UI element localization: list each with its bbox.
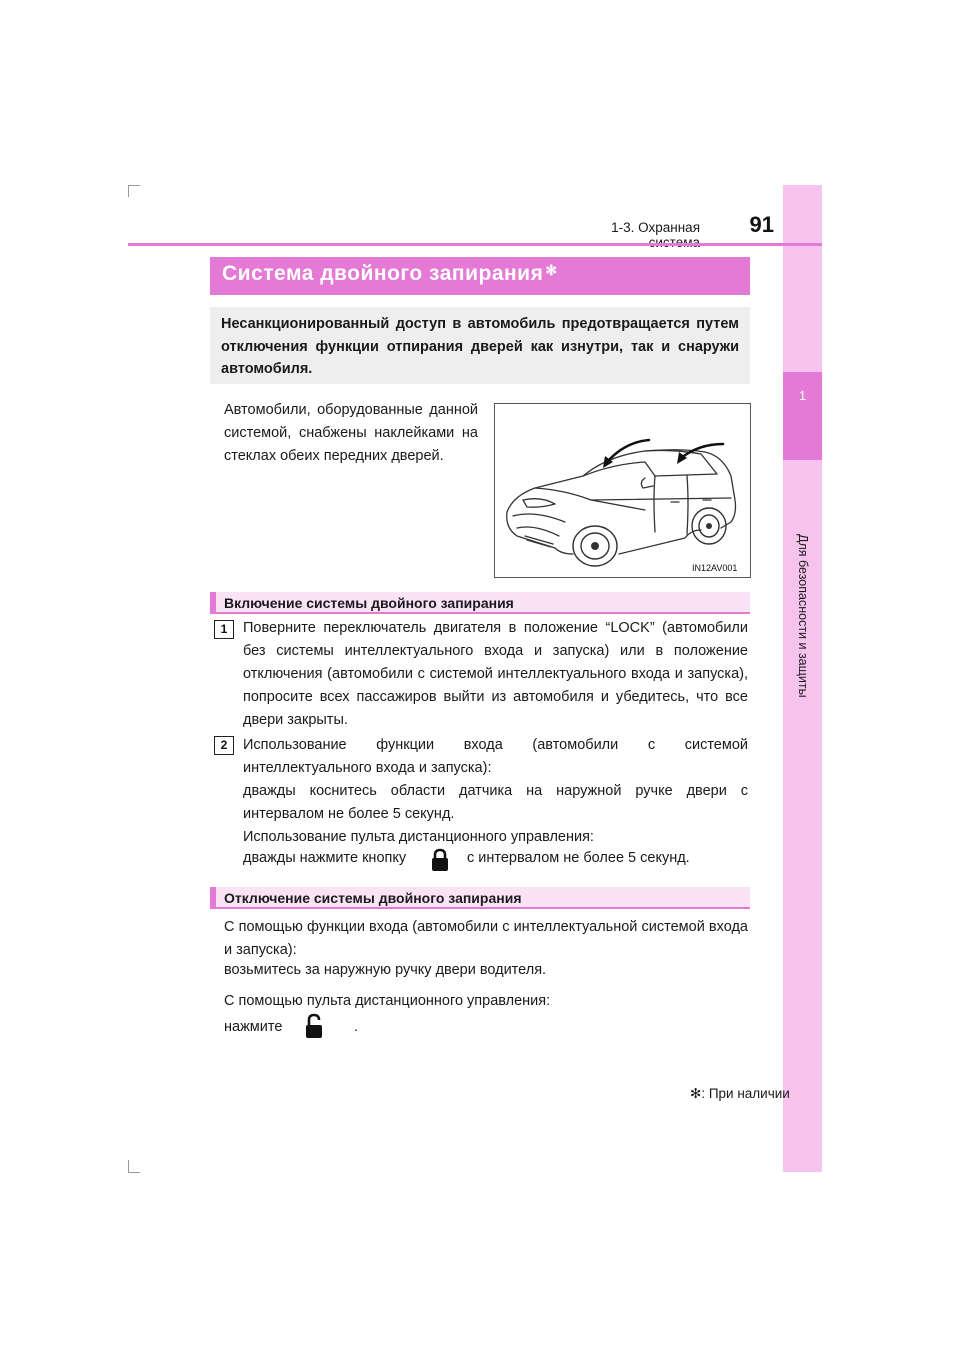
step-2-line4-before: дважды нажмите кнопку [243, 850, 407, 866]
chapter-number: 1 [798, 388, 807, 403]
lock-button-icon [430, 848, 450, 872]
disable-para-1: С помощью функции входа (автомобили с интеллектуальной системой входа и запуска): [224, 919, 748, 958]
disable-para-3: С помощью пульта дистанционного управления: [224, 993, 551, 1009]
step-2-line1: Использование функции входа (автомобили с системой интеллектуального входа и запуска): [243, 737, 748, 776]
step-2-line4-after: с интервалом не более 5 секунд. [467, 850, 690, 866]
car-illustration [494, 403, 751, 578]
disable-press-before: нажмите [224, 1019, 283, 1035]
vehicle-note: Автомобили, оборудованные данной системой, снабжены наклейками на стеклах обеих передних дверей. [224, 402, 478, 464]
page-title-text: Система двойного запирания [222, 262, 544, 285]
running-head: 1-3. Охранная [611, 220, 700, 235]
crop-mark-top-left-v [128, 185, 129, 197]
optional-marker: ✻ [545, 262, 558, 278]
footnote-text: : При наличии [701, 1086, 790, 1101]
header-rule [128, 243, 822, 246]
section-rule-enable [210, 612, 750, 614]
unlock-icon [304, 1013, 324, 1039]
figure-code: IN12AV001 [692, 563, 738, 573]
footnote-marker: ✻ [690, 1086, 702, 1101]
crop-mark-bottom-left-v [128, 1160, 129, 1172]
crop-mark-bottom-left-h [128, 1172, 140, 1173]
page-number: 91 [749, 212, 774, 237]
step-number-1: 1 [214, 620, 234, 639]
car-drawing [495, 404, 750, 577]
footnote [690, 1086, 790, 1102]
crop-mark-top-left-h [128, 185, 140, 186]
step-2-line2: дважды коснитесь области датчика на наружной ручке двери с интервалом не более 5 секунд. [243, 783, 748, 822]
section-title-enable: Включение системы двойного запирания [224, 595, 514, 611]
disable-para-2: возьмитесь за наружную ручку двери водителя. [224, 962, 547, 978]
chapter-tab-marker [783, 372, 822, 460]
section-rule-disable [210, 907, 750, 909]
unlock-button-icon [304, 1013, 324, 1037]
page-title [222, 262, 558, 286]
disable-press-after: . [354, 1019, 359, 1035]
chapter-label: Для безопасности и защиты [796, 534, 810, 698]
lock-icon [430, 848, 450, 872]
step-2-line3: Использование пульта дистанционного управления: [243, 829, 594, 845]
step-number-2: 2 [214, 736, 234, 755]
intro-text: Несанкционированный доступ в автомобиль предотвращается путем отключения функции отпирания дверей как изнутри, так и снаружи автомобиля. [221, 316, 739, 377]
step-1-text: Поверните переключатель двигателя в положение “LOCK” (автомобили без системы интеллектуального входа и запуска) или в положение отключения (автомобили с системой интеллектуального входа и запуска), попросите всех пассажиров выйти из автомобиля и убедитесь, что все двери закрыты. [243, 620, 748, 728]
section-title-disable: Отключение системы двойного запирания [224, 890, 522, 906]
